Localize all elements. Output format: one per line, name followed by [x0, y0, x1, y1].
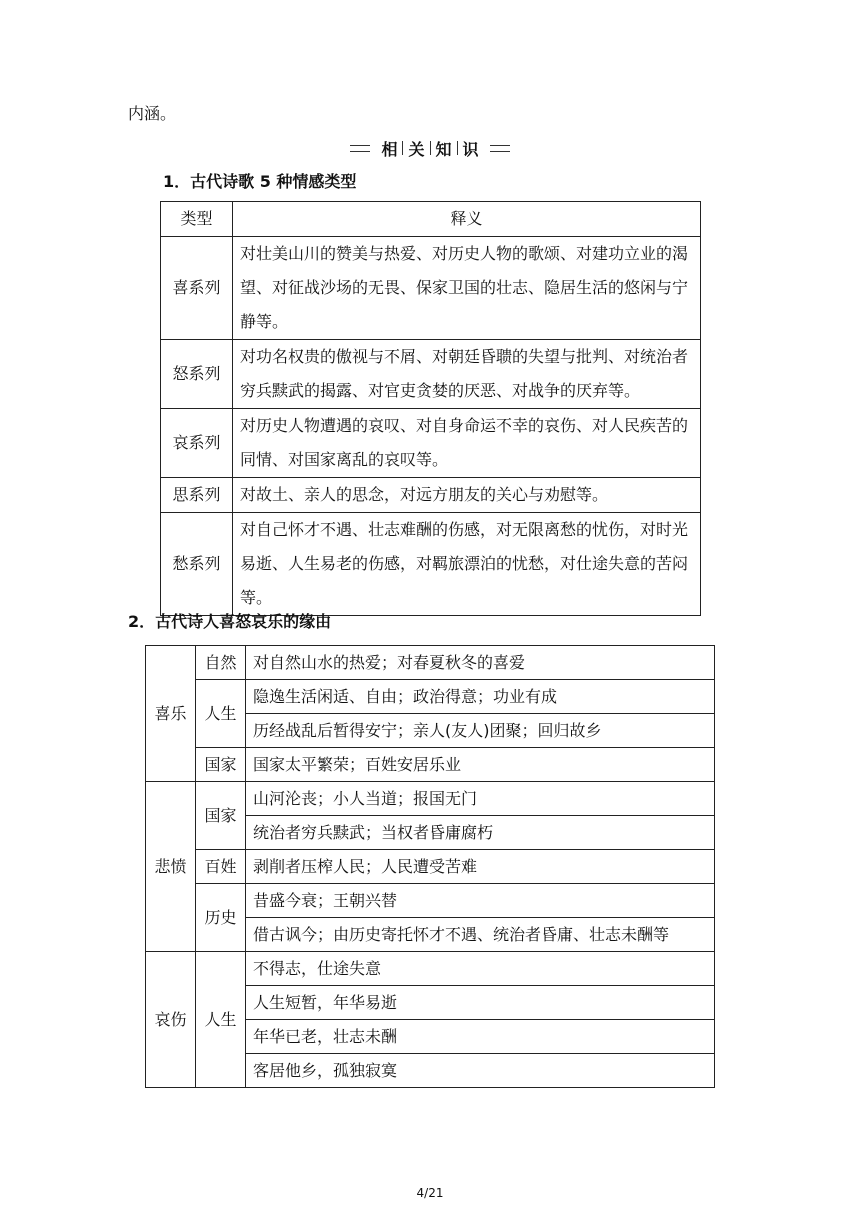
cause-cell: 昔盛今衰；王朝兴替: [246, 884, 715, 918]
table-row: [161, 340, 701, 409]
cause-cell: 借古讽今；由历史寄托怀才不遇、统治者昏庸、壮志未酬等: [246, 918, 715, 952]
page-number: 4/21: [416, 1186, 444, 1200]
desc-cell: 对壮美山川的赞美与热爱、对历史人物的歌颂、对建功立业的渴望、对征战沙场的无畏、保家卫国的壮志、隐居生活的悠闲与宁静等。: [233, 237, 701, 340]
table-row: [146, 782, 715, 816]
banner-char: 相: [381, 139, 398, 159]
desc-cell: 对自己怀才不遇、壮志难酬的伤感，对无限离愁的忧伤，对时光易逝、人生易老的伤感，对羁旅漂泊的忧愁，对仕途失意的苦闷等。: [233, 513, 701, 616]
emotion-causes-table: [145, 645, 715, 1088]
category-cell: 人生: [196, 952, 246, 1088]
desc-cell: 对功名权贵的傲视与不屑、对朝廷昏聩的失望与批判、对统治者穷兵黩武的揭露、对官吏贪婪的厌恶、对战争的厌弃等。: [233, 340, 701, 409]
table-row: [146, 680, 715, 714]
header-cell-meaning: 释义: [233, 202, 701, 237]
table-header-row: [161, 202, 701, 237]
type-cell: 喜系列: [161, 237, 233, 340]
emotion-cell: 悲愤: [146, 782, 196, 952]
table-row: [146, 952, 715, 986]
cause-cell: 人生短暂，年华易逝: [246, 986, 715, 1020]
header-cell-type: 类型: [161, 202, 233, 237]
type-cell: 哀系列: [161, 409, 233, 478]
section-banner: [0, 138, 860, 158]
category-cell: 国家: [196, 782, 246, 850]
type-cell: 怒系列: [161, 340, 233, 409]
table-row: [146, 748, 715, 782]
table-row: [146, 850, 715, 884]
emotion-cell: 喜乐: [146, 646, 196, 782]
cause-cell: 对自然山水的热爱；对春夏秋冬的喜爱: [246, 646, 715, 680]
emotion-types-table: [160, 201, 701, 616]
table-row: [161, 409, 701, 478]
banner-char: 知: [435, 139, 452, 159]
intro-text: 内涵。: [128, 104, 177, 123]
table-row: [161, 237, 701, 340]
cause-cell: 年华已老，壮志未酬: [246, 1020, 715, 1054]
type-cell: 思系列: [161, 478, 233, 513]
category-cell: 国家: [196, 748, 246, 782]
table-row: [161, 478, 701, 513]
section2-heading: 2．古代诗人喜怒哀乐的缘由: [128, 612, 332, 631]
table-row: [146, 884, 715, 918]
section1-heading: 1．古代诗歌 5 种情感类型: [163, 172, 357, 191]
cause-cell: 国家太平繁荣；百姓安居乐业: [246, 748, 715, 782]
banner-char: 关: [408, 139, 425, 159]
banner-char: 识: [462, 139, 479, 159]
cause-cell: 不得志，仕途失意: [246, 952, 715, 986]
cause-cell: 山河沦丧；小人当道；报国无门: [246, 782, 715, 816]
cause-cell: 隐逸生活闲适、自由；政治得意；功业有成: [246, 680, 715, 714]
table-row: [161, 513, 701, 616]
cause-cell: 剥削者压榨人民；人民遭受苦难: [246, 850, 715, 884]
category-cell: 历史: [196, 884, 246, 952]
table-row: [146, 646, 715, 680]
cause-cell: 统治者穷兵黩武；当权者昏庸腐朽: [246, 816, 715, 850]
cause-cell: 客居他乡，孤独寂寞: [246, 1054, 715, 1088]
banner-left-rule: [350, 145, 370, 152]
category-cell: 人生: [196, 680, 246, 748]
category-cell: 百姓: [196, 850, 246, 884]
desc-cell: 对历史人物遭遇的哀叹、对自身命运不幸的哀伤、对人民疾苦的同情、对国家离乱的哀叹等。: [233, 409, 701, 478]
category-cell: 自然: [196, 646, 246, 680]
type-cell: 愁系列: [161, 513, 233, 616]
emotion-cell: 哀伤: [146, 952, 196, 1088]
cause-cell: 历经战乱后暂得安宁；亲人(友人)团聚；回归故乡: [246, 714, 715, 748]
banner-right-rule: [490, 145, 510, 152]
desc-cell: 对故土、亲人的思念，对远方朋友的关心与劝慰等。: [233, 478, 701, 513]
